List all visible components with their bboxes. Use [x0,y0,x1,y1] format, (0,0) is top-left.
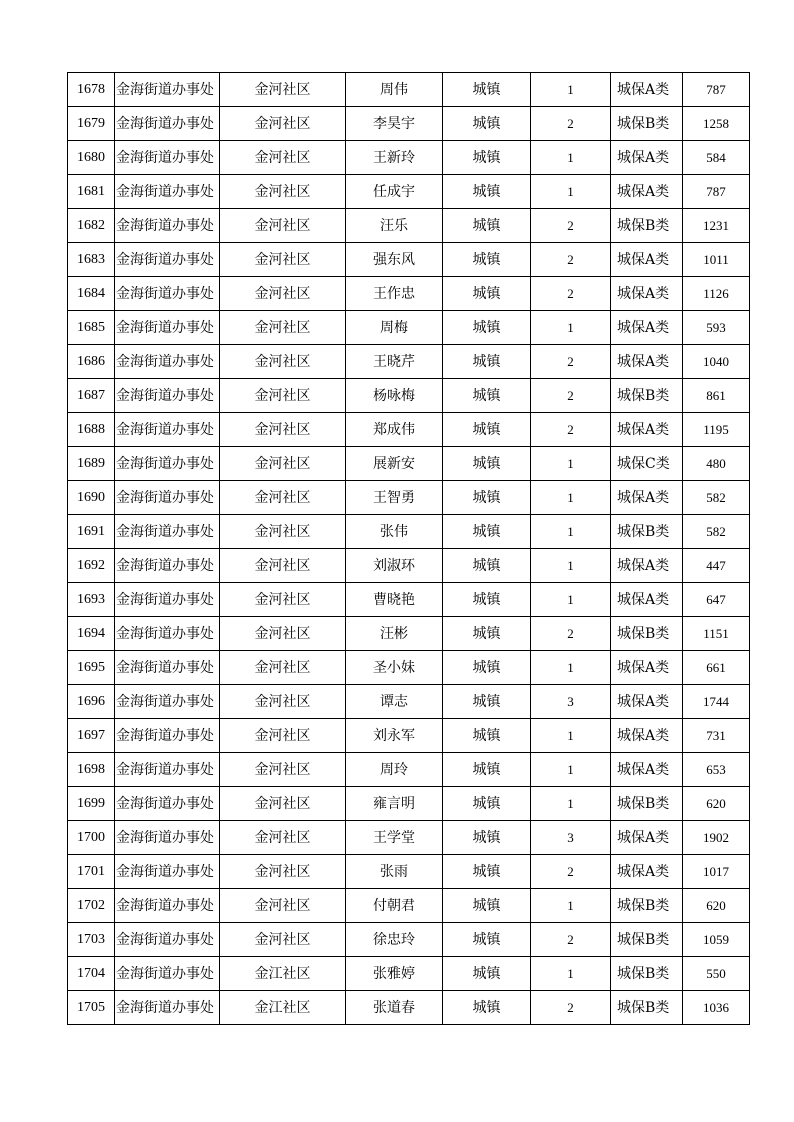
community-cell: 金河社区 [220,209,346,243]
amount-cell: 1011 [683,243,750,277]
amount-cell: 584 [683,141,750,175]
person-name-cell: 展新安 [346,447,443,481]
row-number-cell: 1703 [68,923,115,957]
amount-cell: 447 [683,549,750,583]
table-row [68,311,750,345]
office-cell: 金海街道办事处 [115,277,220,311]
office-cell: 金海街道办事处 [115,685,220,719]
table-row [68,73,750,107]
table-row [68,549,750,583]
area-type-cell: 城镇 [443,481,531,515]
household-size-cell: 1 [531,719,611,753]
office-cell: 金海街道办事处 [115,821,220,855]
insurance-category-cell: 城保A类 [611,175,683,209]
area-type-cell: 城镇 [443,583,531,617]
insurance-category-cell: 城保A类 [611,685,683,719]
person-name-cell: 王晓芹 [346,345,443,379]
row-number-cell: 1685 [68,311,115,345]
row-number-cell: 1682 [68,209,115,243]
table-row [68,107,750,141]
household-size-cell: 3 [531,821,611,855]
insurance-category-cell: 城保A类 [611,719,683,753]
row-number-cell: 1692 [68,549,115,583]
person-name-cell: 刘淑环 [346,549,443,583]
insurance-category-cell: 城保A类 [611,243,683,277]
household-size-cell: 1 [531,957,611,991]
insurance-category-cell: 城保A类 [611,855,683,889]
table-row [68,379,750,413]
household-size-cell: 1 [531,481,611,515]
row-number-cell: 1695 [68,651,115,685]
person-name-cell: 汪乐 [346,209,443,243]
row-number-cell: 1691 [68,515,115,549]
row-number-cell: 1683 [68,243,115,277]
person-name-cell: 徐忠玲 [346,923,443,957]
amount-cell: 661 [683,651,750,685]
area-type-cell: 城镇 [443,991,531,1025]
table-row [68,515,750,549]
area-type-cell: 城镇 [443,209,531,243]
amount-cell: 653 [683,753,750,787]
insurance-category-cell: 城保B类 [611,787,683,821]
office-cell: 金海街道办事处 [115,107,220,141]
office-cell: 金海街道办事处 [115,243,220,277]
area-type-cell: 城镇 [443,651,531,685]
amount-cell: 1231 [683,209,750,243]
community-cell: 金河社区 [220,549,346,583]
office-cell: 金海街道办事处 [115,73,220,107]
office-cell: 金海街道办事处 [115,651,220,685]
community-cell: 金河社区 [220,481,346,515]
household-size-cell: 1 [531,515,611,549]
office-cell: 金海街道办事处 [115,209,220,243]
amount-cell: 1126 [683,277,750,311]
amount-cell: 861 [683,379,750,413]
area-type-cell: 城镇 [443,957,531,991]
area-type-cell: 城镇 [443,685,531,719]
row-number-cell: 1690 [68,481,115,515]
row-number-cell: 1694 [68,617,115,651]
community-cell: 金河社区 [220,107,346,141]
person-name-cell: 张伟 [346,515,443,549]
person-name-cell: 王学堂 [346,821,443,855]
area-type-cell: 城镇 [443,753,531,787]
community-cell: 金河社区 [220,923,346,957]
office-cell: 金海街道办事处 [115,889,220,923]
office-cell: 金海街道办事处 [115,991,220,1025]
office-cell: 金海街道办事处 [115,447,220,481]
amount-cell: 787 [683,73,750,107]
insurance-category-cell: 城保B类 [611,923,683,957]
table-row [68,957,750,991]
area-type-cell: 城镇 [443,413,531,447]
household-size-cell: 2 [531,277,611,311]
community-cell: 金河社区 [220,855,346,889]
community-cell: 金河社区 [220,515,346,549]
table-row [68,685,750,719]
community-cell: 金河社区 [220,413,346,447]
insurance-category-cell: 城保A类 [611,141,683,175]
household-size-cell: 2 [531,923,611,957]
community-cell: 金河社区 [220,379,346,413]
amount-cell: 582 [683,515,750,549]
row-number-cell: 1705 [68,991,115,1025]
household-size-cell: 1 [531,787,611,821]
amount-cell: 1151 [683,617,750,651]
table-row [68,243,750,277]
amount-cell: 593 [683,311,750,345]
household-size-cell: 2 [531,617,611,651]
table-row [68,651,750,685]
insurance-category-cell: 城保A类 [611,583,683,617]
table-row [68,175,750,209]
row-number-cell: 1689 [68,447,115,481]
person-name-cell: 汪彬 [346,617,443,651]
amount-cell: 647 [683,583,750,617]
amount-cell: 582 [683,481,750,515]
household-size-cell: 1 [531,549,611,583]
household-size-cell: 1 [531,73,611,107]
amount-cell: 1036 [683,991,750,1025]
person-name-cell: 张道春 [346,991,443,1025]
area-type-cell: 城镇 [443,855,531,889]
table-row [68,413,750,447]
table-row [68,855,750,889]
insurance-category-cell: 城保B类 [611,379,683,413]
office-cell: 金海街道办事处 [115,617,220,651]
office-cell: 金海街道办事处 [115,311,220,345]
insurance-category-cell: 城保B类 [611,957,683,991]
household-size-cell: 2 [531,243,611,277]
insurance-category-cell: 城保A类 [611,277,683,311]
office-cell: 金海街道办事处 [115,481,220,515]
row-number-cell: 1679 [68,107,115,141]
amount-cell: 731 [683,719,750,753]
area-type-cell: 城镇 [443,311,531,345]
household-size-cell: 2 [531,209,611,243]
row-number-cell: 1700 [68,821,115,855]
community-cell: 金河社区 [220,685,346,719]
area-type-cell: 城镇 [443,821,531,855]
row-number-cell: 1702 [68,889,115,923]
area-type-cell: 城镇 [443,787,531,821]
insurance-category-cell: 城保A类 [611,481,683,515]
community-cell: 金河社区 [220,889,346,923]
amount-cell: 1902 [683,821,750,855]
row-number-cell: 1704 [68,957,115,991]
insurance-category-cell: 城保B类 [611,107,683,141]
row-number-cell: 1701 [68,855,115,889]
amount-cell: 1744 [683,685,750,719]
table-row [68,345,750,379]
household-size-cell: 1 [531,753,611,787]
person-name-cell: 周梅 [346,311,443,345]
office-cell: 金海街道办事处 [115,923,220,957]
person-name-cell: 周玲 [346,753,443,787]
amount-cell: 1059 [683,923,750,957]
household-size-cell: 2 [531,855,611,889]
area-type-cell: 城镇 [443,719,531,753]
insurance-category-cell: 城保B类 [611,515,683,549]
area-type-cell: 城镇 [443,277,531,311]
community-cell: 金河社区 [220,719,346,753]
community-cell: 金河社区 [220,447,346,481]
person-name-cell: 圣小妹 [346,651,443,685]
amount-cell: 1040 [683,345,750,379]
insurance-category-cell: 城保A类 [611,821,683,855]
person-name-cell: 付朝君 [346,889,443,923]
community-cell: 金河社区 [220,617,346,651]
office-cell: 金海街道办事处 [115,515,220,549]
row-number-cell: 1681 [68,175,115,209]
person-name-cell: 张雅婷 [346,957,443,991]
table-row [68,889,750,923]
community-cell: 金河社区 [220,821,346,855]
office-cell: 金海街道办事处 [115,957,220,991]
area-type-cell: 城镇 [443,107,531,141]
person-name-cell: 王作忠 [346,277,443,311]
table-row [68,447,750,481]
office-cell: 金海街道办事处 [115,379,220,413]
area-type-cell: 城镇 [443,923,531,957]
table-row [68,753,750,787]
community-cell: 金河社区 [220,243,346,277]
household-size-cell: 3 [531,685,611,719]
row-number-cell: 1684 [68,277,115,311]
person-name-cell: 强东风 [346,243,443,277]
row-number-cell: 1686 [68,345,115,379]
office-cell: 金海街道办事处 [115,719,220,753]
household-size-cell: 1 [531,651,611,685]
row-number-cell: 1699 [68,787,115,821]
person-name-cell: 李昊宇 [346,107,443,141]
area-type-cell: 城镇 [443,515,531,549]
area-type-cell: 城镇 [443,379,531,413]
office-cell: 金海街道办事处 [115,345,220,379]
community-cell: 金河社区 [220,753,346,787]
community-cell: 金河社区 [220,651,346,685]
person-name-cell: 雍言明 [346,787,443,821]
insurance-category-cell: 城保A类 [611,413,683,447]
amount-cell: 787 [683,175,750,209]
office-cell: 金海街道办事处 [115,787,220,821]
insurance-category-cell: 城保A类 [611,73,683,107]
insurance-category-cell: 城保B类 [611,991,683,1025]
household-size-cell: 2 [531,991,611,1025]
person-name-cell: 杨咏梅 [346,379,443,413]
person-name-cell: 王新玲 [346,141,443,175]
person-name-cell: 郑成伟 [346,413,443,447]
household-size-cell: 1 [531,311,611,345]
row-number-cell: 1698 [68,753,115,787]
assistance-table [67,72,750,1025]
household-size-cell: 1 [531,889,611,923]
insurance-category-cell: 城保C类 [611,447,683,481]
area-type-cell: 城镇 [443,175,531,209]
table-row [68,787,750,821]
row-number-cell: 1688 [68,413,115,447]
office-cell: 金海街道办事处 [115,583,220,617]
table-row [68,277,750,311]
area-type-cell: 城镇 [443,73,531,107]
community-cell: 金河社区 [220,141,346,175]
insurance-category-cell: 城保B类 [611,209,683,243]
table-row [68,719,750,753]
insurance-category-cell: 城保A类 [611,753,683,787]
person-name-cell: 刘永军 [346,719,443,753]
office-cell: 金海街道办事处 [115,549,220,583]
area-type-cell: 城镇 [443,889,531,923]
community-cell: 金河社区 [220,175,346,209]
person-name-cell: 王智勇 [346,481,443,515]
area-type-cell: 城镇 [443,617,531,651]
community-cell: 金河社区 [220,277,346,311]
insurance-category-cell: 城保B类 [611,889,683,923]
area-type-cell: 城镇 [443,447,531,481]
amount-cell: 620 [683,787,750,821]
area-type-cell: 城镇 [443,243,531,277]
insurance-category-cell: 城保A类 [611,549,683,583]
community-cell: 金河社区 [220,787,346,821]
community-cell: 金河社区 [220,73,346,107]
amount-cell: 620 [683,889,750,923]
area-type-cell: 城镇 [443,345,531,379]
household-size-cell: 1 [531,447,611,481]
table-body [68,73,750,1025]
household-size-cell: 2 [531,379,611,413]
amount-cell: 550 [683,957,750,991]
household-size-cell: 2 [531,345,611,379]
person-name-cell: 任成宇 [346,175,443,209]
insurance-category-cell: 城保A类 [611,311,683,345]
office-cell: 金海街道办事处 [115,175,220,209]
office-cell: 金海街道办事处 [115,413,220,447]
community-cell: 金江社区 [220,957,346,991]
row-number-cell: 1693 [68,583,115,617]
table-row [68,991,750,1025]
table-row [68,923,750,957]
area-type-cell: 城镇 [443,549,531,583]
household-size-cell: 1 [531,583,611,617]
insurance-category-cell: 城保A类 [611,651,683,685]
office-cell: 金海街道办事处 [115,753,220,787]
household-size-cell: 1 [531,175,611,209]
table-row [68,141,750,175]
person-name-cell: 张雨 [346,855,443,889]
amount-cell: 1017 [683,855,750,889]
row-number-cell: 1678 [68,73,115,107]
row-number-cell: 1687 [68,379,115,413]
row-number-cell: 1696 [68,685,115,719]
table-row [68,209,750,243]
community-cell: 金河社区 [220,345,346,379]
table-row [68,617,750,651]
insurance-category-cell: 城保A类 [611,345,683,379]
office-cell: 金海街道办事处 [115,855,220,889]
office-cell: 金海街道办事处 [115,141,220,175]
person-name-cell: 谭志 [346,685,443,719]
area-type-cell: 城镇 [443,141,531,175]
amount-cell: 1258 [683,107,750,141]
amount-cell: 480 [683,447,750,481]
row-number-cell: 1680 [68,141,115,175]
table-row [68,821,750,855]
community-cell: 金河社区 [220,311,346,345]
row-number-cell: 1697 [68,719,115,753]
community-cell: 金江社区 [220,991,346,1025]
household-size-cell: 1 [531,141,611,175]
table-row [68,481,750,515]
insurance-category-cell: 城保B类 [611,617,683,651]
amount-cell: 1195 [683,413,750,447]
household-size-cell: 2 [531,107,611,141]
community-cell: 金河社区 [220,583,346,617]
table-row [68,583,750,617]
person-name-cell: 周伟 [346,73,443,107]
household-size-cell: 2 [531,413,611,447]
person-name-cell: 曹晓艳 [346,583,443,617]
